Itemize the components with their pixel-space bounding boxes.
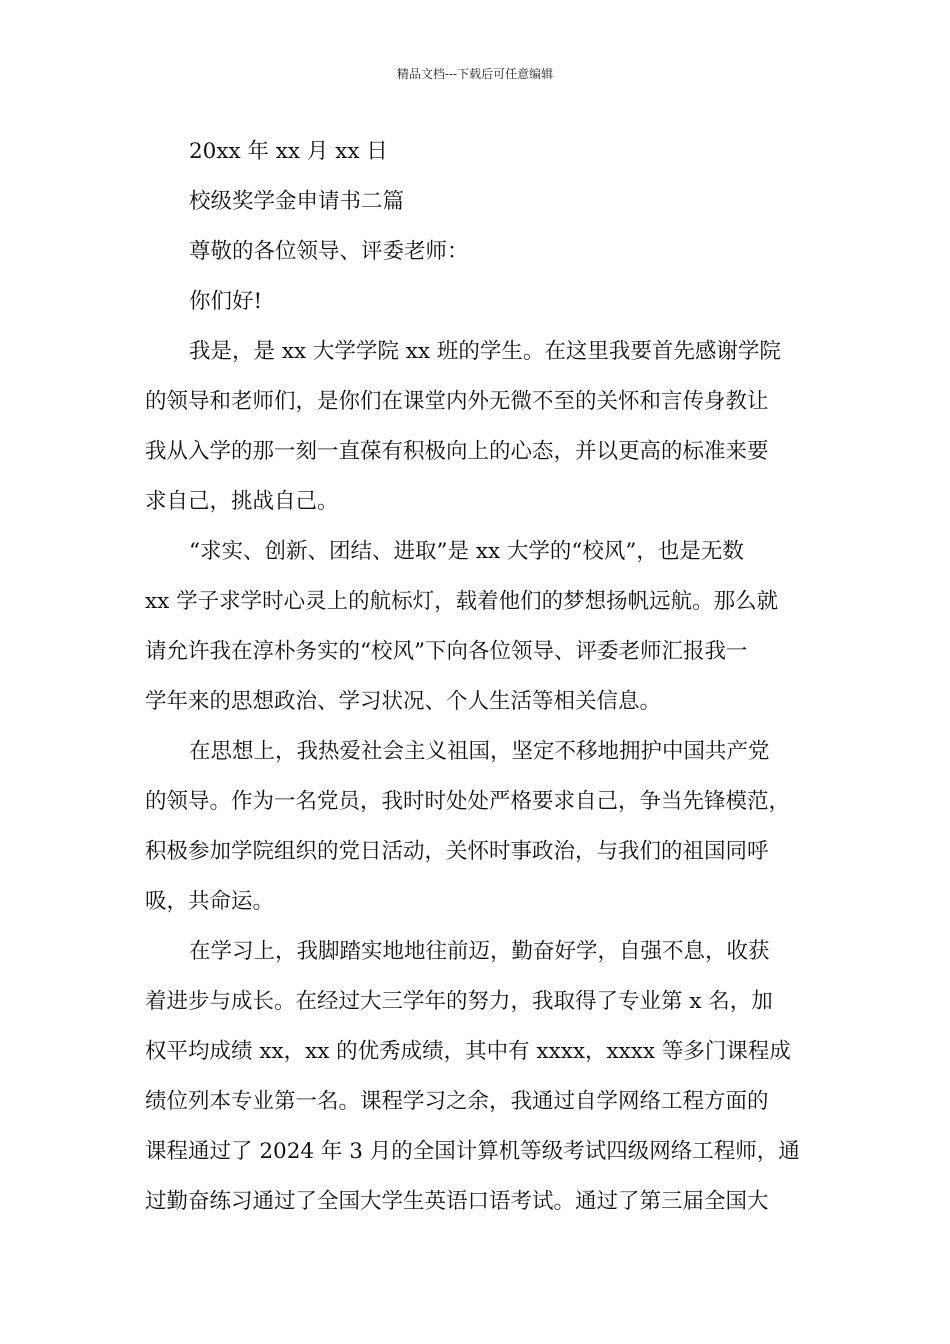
text-line: 我从入学的那一刻一直葆有积极向上的心态，并以更高的标准来要 — [145, 439, 769, 464]
text-line: 积极参加学院组织的党日活动，关怀时事政治，与我们的祖国同呼 — [145, 839, 769, 864]
text-line: 20xx 年 xx 月 xx 日 — [189, 139, 388, 164]
text-line: 我是，是 xx 大学学院 xx 班的学生。在这里我要首先感谢学院 — [189, 339, 781, 364]
text-line: 课程通过了 2024 年 3 月的全国计算机等级考试四级网络工程师，通 — [145, 1139, 800, 1164]
text-line: xx 学子求学时心灵上的航标灯，载着他们的梦想扬帆远航。那么就 — [145, 589, 779, 614]
page-header: 精品文档---下载后可任意编辑 — [396, 67, 554, 81]
document-body — [145, 134, 810, 1234]
text-line: “求实、创新、团结、进取”是 xx 大学的“校风”，也是无数 — [189, 539, 744, 564]
text-line: 的领导和老师们，是你们在课堂内外无微不至的关怀和言传身教让 — [145, 389, 769, 414]
text-line: 吸，共命运。 — [145, 889, 275, 914]
text-line: 权平均成绩 xx，xx 的优秀成绩，其中有 xxxx，xxxx 等多门课程成 — [145, 1039, 791, 1064]
text-line: 过勤奋练习通过了全国大学生英语口语考试。通过了第三届全国大 — [145, 1189, 769, 1214]
text-line: 校级奖学金申请书二篇 — [189, 189, 405, 214]
text-line: 尊敬的各位领导、评委老师： — [189, 239, 469, 264]
text-line: 学年来的思想政治、学习状况、个人生活等相关信息。 — [145, 689, 662, 714]
text-line: 你们好! — [189, 289, 263, 314]
text-line: 求自己，挑战自己。 — [145, 489, 339, 514]
text-line: 请允许我在淳朴务实的“校风”下向各位领导、评委老师汇报我一 — [145, 639, 748, 664]
text-line: 在学习上，我脚踏实地地往前迈，勤奋好学，自强不息，收获 — [189, 939, 770, 964]
text-line: 在思想上，我热爱社会主义祖国，坚定不移地拥护中国共产党 — [189, 739, 770, 764]
text-line: 的领导。作为一名党员，我时时处处严格要求自己，争当先锋模范， — [145, 789, 791, 814]
text-line: 绩位列本专业第一名。课程学习之余，我通过自学网络工程方面的 — [145, 1089, 769, 1114]
text-line: 着进步与成长。在经过大三学年的努力，我取得了专业第 x 名，加 — [145, 989, 773, 1014]
